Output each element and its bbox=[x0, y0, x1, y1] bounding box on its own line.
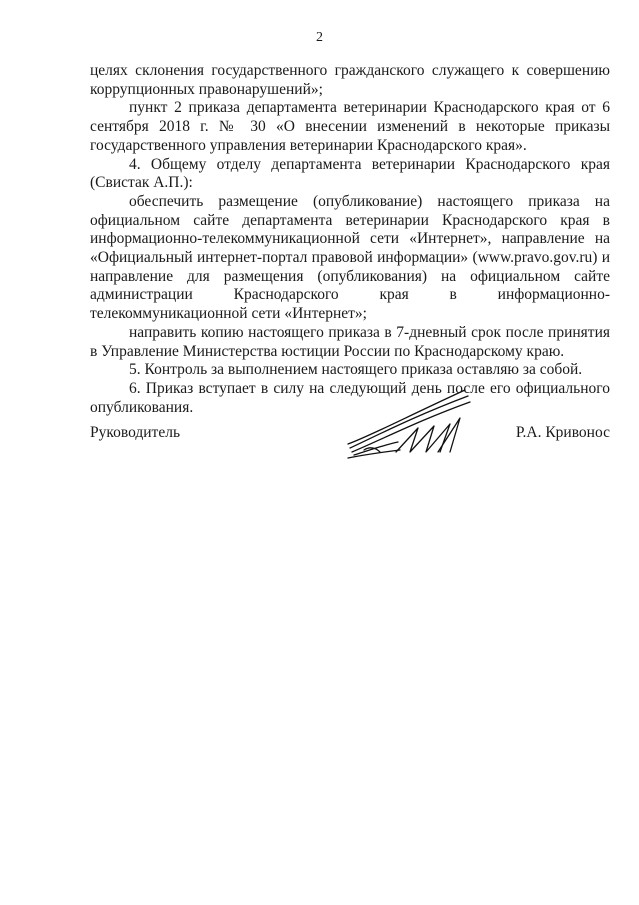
paragraph-item-6: 6. Приказ вступает в силу на следующий день после его официального опубликования. bbox=[90, 379, 610, 416]
paragraph-item-2: пункт 2 приказа департамента ветеринарии Краснодарского края от 6 сентября 2018 г. № 30 «О внесении изменений в некоторые приказы государственного управления ветеринарии Краснодарского края». bbox=[90, 99, 610, 154]
signature-position: Руководитель bbox=[90, 424, 181, 441]
paragraph-publish: обеспечить размещение (опубликование) настоящего приказа на официальном сайте департамента ветеринарии Краснодарского края в информационно-телекоммуникационной сети «Интернет», направление на «Официальный интернет-портал правовой информации» (www.pravo.gov.ru) и направление для размещения (опубликования) на официальном сайте администрации Краснодарского края в информационно-телекоммуникационной сети «Интернет»; bbox=[90, 192, 610, 323]
page-number: 2 bbox=[316, 30, 323, 45]
handwritten-signature bbox=[340, 382, 480, 462]
paragraph-send-copy: направить копию настоящего приказа в 7-дневный срок после принятия в Управление Министерства юстиции России по Краснодарскому краю. bbox=[90, 323, 610, 360]
paragraph-item-5: 5. Контроль за выполнением настоящего приказа оставляю за собой. bbox=[129, 361, 583, 379]
signature-name: Р.А. Кривонос bbox=[515, 424, 610, 441]
paragraph-continuation: целях склонения государственного гражданского служащего к совершению коррупционных правонарушений»; bbox=[90, 62, 610, 98]
paragraph-item-4: 4. Общему отделу департамента ветеринарии Краснодарского края (Свистак А.П.): bbox=[90, 155, 610, 192]
document-body bbox=[90, 62, 610, 417]
